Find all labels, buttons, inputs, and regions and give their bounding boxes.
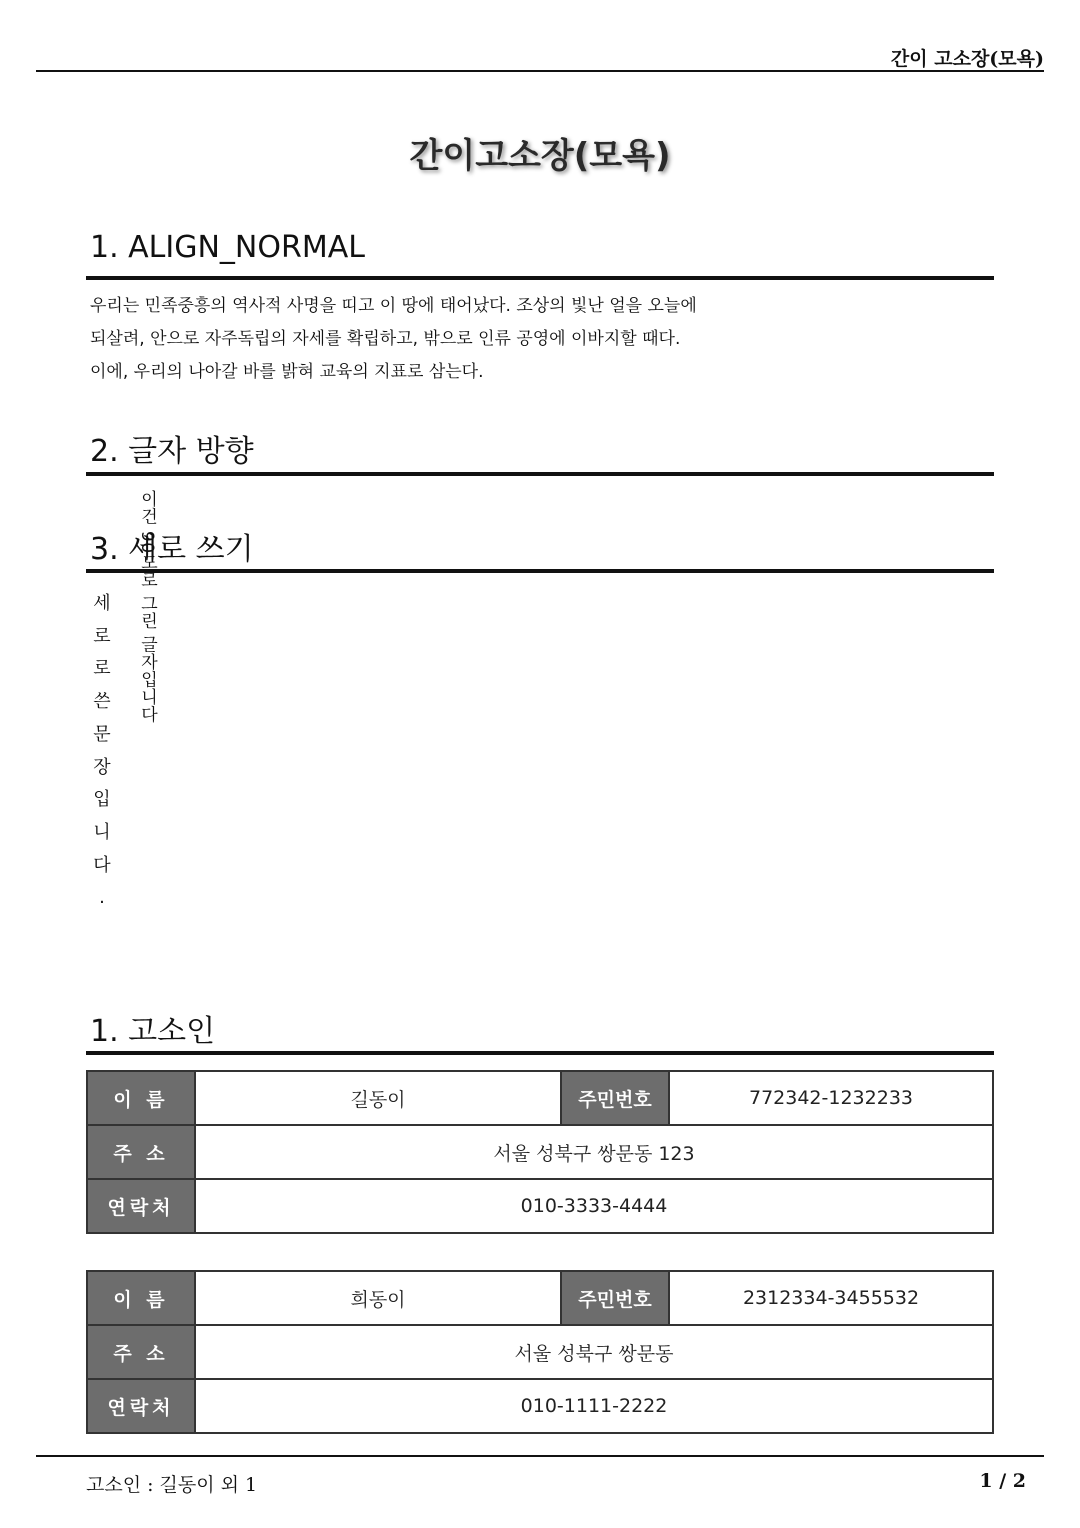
vertical-char: 로 <box>93 658 111 680</box>
rotated-text: 이건 90도로 그린 글자입니다 <box>137 490 157 723</box>
rrn-label: 주민번호 <box>561 1071 669 1125</box>
header-divider <box>36 70 1044 72</box>
page-header-title: 간이 고소장(모욕) <box>890 48 1044 70</box>
address-label: 주 소 <box>87 1125 195 1179</box>
table-row <box>87 1379 993 1433</box>
address-label: 주 소 <box>87 1325 195 1379</box>
vertical-char: 세 <box>93 593 111 614</box>
section-heading-align: 1. ALIGN_NORMAL <box>90 230 365 265</box>
section-rule-vertical <box>86 569 994 573</box>
section-heading-direction: 2. 글자 방향 <box>90 434 254 469</box>
footer-complainant: 고소인 : 길동이 외 1 <box>86 1474 258 1496</box>
table-row <box>87 1271 993 1325</box>
vertical-char: 니 <box>93 821 111 843</box>
table-row <box>87 1325 993 1379</box>
footer-divider <box>36 1455 1044 1457</box>
address-value: 서울 성북구 쌍문동 <box>195 1325 993 1379</box>
vertical-char: 쓴 <box>93 691 111 713</box>
section-heading-complainant: 1. 고소인 <box>90 1014 216 1049</box>
rrn-label: 주민번호 <box>561 1271 669 1325</box>
complainant-table-1 <box>86 1070 994 1234</box>
vertical-text <box>92 588 112 915</box>
contact-value: 010-3333-4444 <box>195 1179 993 1233</box>
contact-value: 010-1111-2222 <box>195 1379 993 1433</box>
complainant-table-2 <box>86 1270 994 1434</box>
paragraph-line: 이에, 우리의 나아갈 바를 밝혀 교육의 지표로 삼는다. <box>90 362 484 382</box>
name-value: 희동이 <box>195 1271 561 1325</box>
table-row <box>87 1179 993 1233</box>
paragraph-line: 되살려, 안으로 자주독립의 자세를 확립하고, 밖으로 인류 공영에 이바지할 때다. <box>90 329 681 349</box>
vertical-char: 문 <box>93 723 111 745</box>
paragraph-line: 우리는 민족중흥의 역사적 사명을 띠고 이 땅에 태어났다. 조상의 빛난 얼을 오늘에 <box>90 296 697 316</box>
page-number: 1 / 2 <box>979 1470 1026 1492</box>
vertical-char: . <box>99 887 105 909</box>
document-title: 간이고소장(모욕) <box>409 136 671 176</box>
vertical-char: 다 <box>93 854 111 876</box>
address-value: 서울 성북구 쌍문동 123 <box>195 1125 993 1179</box>
section-rule-complainant <box>86 1051 994 1055</box>
section-heading-vertical: 3. 세로 쓰기 <box>90 532 254 567</box>
table-row <box>87 1125 993 1179</box>
name-label: 이 름 <box>87 1071 195 1125</box>
rrn-value: 2312334-3455532 <box>669 1271 993 1325</box>
vertical-char: 로 <box>93 625 111 647</box>
vertical-char: 입 <box>93 789 111 811</box>
section-rule-direction <box>86 472 994 476</box>
rrn-value: 772342-1232233 <box>669 1071 993 1125</box>
contact-label: 연락처 <box>87 1179 195 1233</box>
vertical-char: 장 <box>93 756 111 778</box>
section-rule-align <box>86 276 994 280</box>
table-row <box>87 1071 993 1125</box>
name-label: 이 름 <box>87 1271 195 1325</box>
contact-label: 연락처 <box>87 1379 195 1433</box>
paragraph-align-normal <box>90 290 850 389</box>
name-value: 길동이 <box>195 1071 561 1125</box>
